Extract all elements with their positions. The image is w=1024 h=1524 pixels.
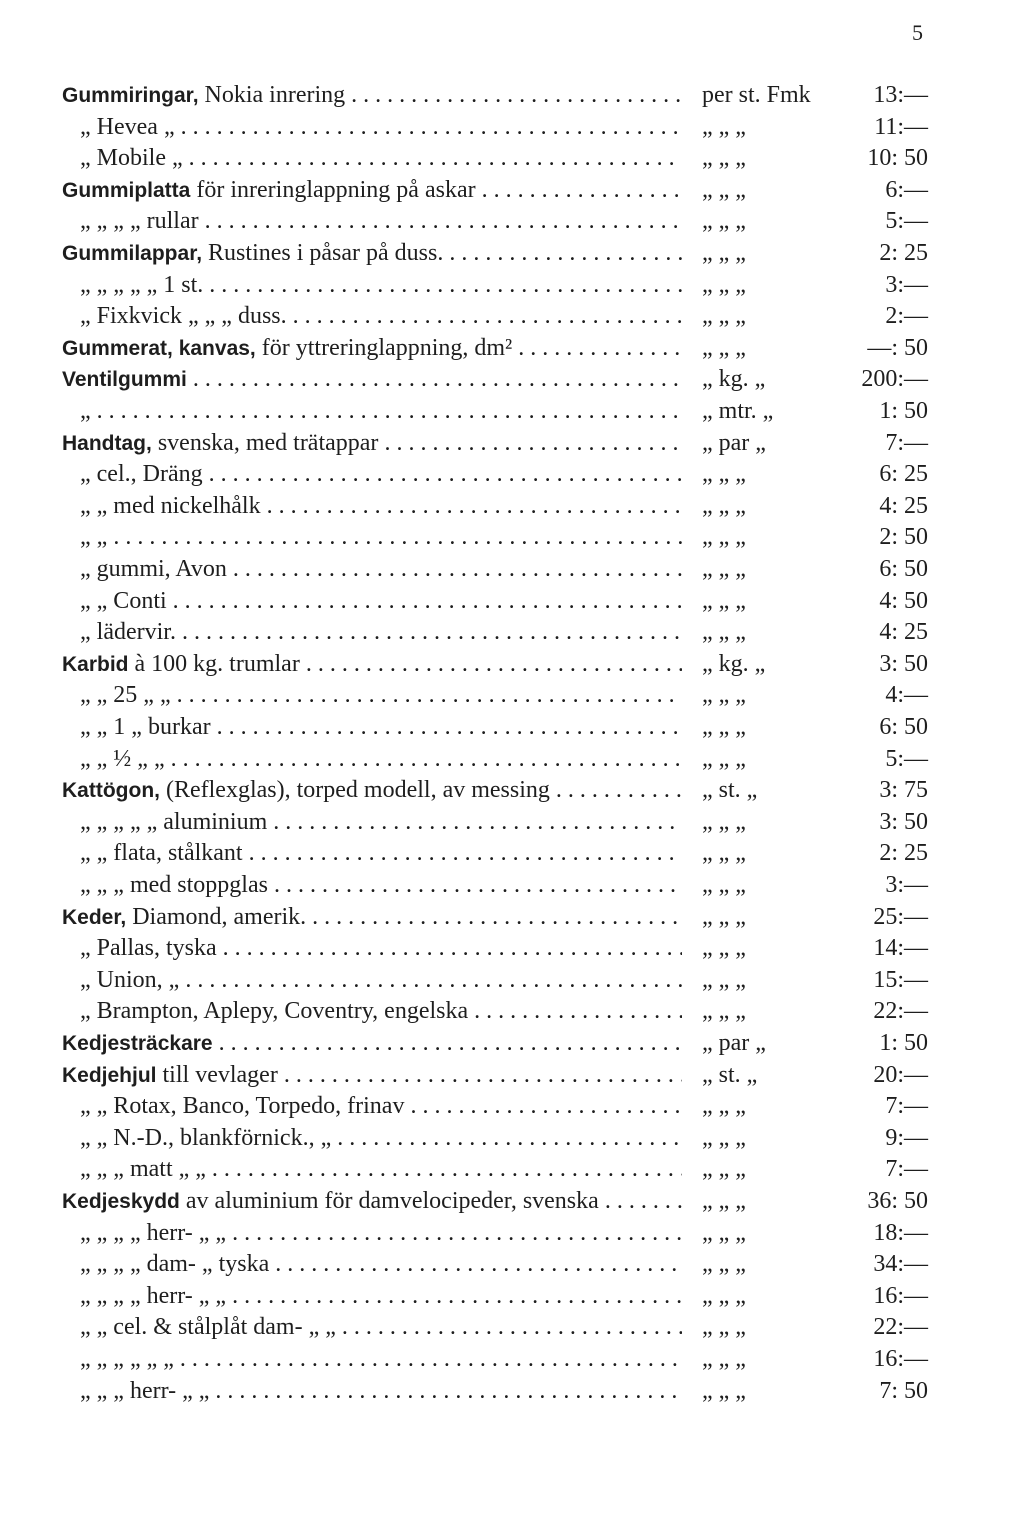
item-price: 6: 25: [879, 461, 928, 488]
item-price: 2:—: [885, 303, 928, 330]
item-text: à 100 kg. trumlar: [128, 650, 300, 677]
item-unit: „ „ „: [702, 587, 746, 614]
item-description: [62, 554, 682, 584]
item-price: 1: 50: [879, 1030, 928, 1056]
item-description: [62, 175, 682, 206]
list-item: [62, 1344, 942, 1374]
item-text: „ Union, „: [80, 966, 180, 993]
item-text: „ „ „ med stoppglas: [80, 872, 268, 898]
item-price: 2: 25: [879, 840, 928, 867]
item-text: „ „ „ „ herr- „ „: [80, 1219, 227, 1246]
item-text: „ „ „ „ „ aluminium: [80, 808, 268, 835]
item-unit: „ „ „: [702, 840, 746, 867]
list-item: [62, 1154, 942, 1184]
list-item: [62, 680, 942, 710]
item-text: „ „ 1 „ burkar: [80, 714, 211, 740]
item-price: 7:—: [885, 1156, 928, 1183]
item-price: 6:—: [885, 176, 928, 203]
item-text: „ „ „ „ „ „: [80, 1346, 174, 1372]
item-price: 3:—: [885, 271, 928, 298]
item-text: (Reflexglas), torped modell, av messing: [159, 777, 550, 804]
list-item: [62, 364, 942, 394]
item-price: 7:—: [885, 429, 928, 456]
item-unit: „ „ „: [702, 714, 746, 740]
item-text: „ „ „ herr- „ „: [80, 1377, 210, 1404]
list-item: [62, 1123, 942, 1153]
item-description: [62, 1344, 682, 1374]
item-heading: Kedjehjul: [62, 1063, 157, 1087]
item-description: [62, 1028, 682, 1059]
list-item: [62, 143, 942, 173]
list-item: [62, 206, 942, 236]
item-description: [62, 807, 682, 837]
item-text: „ Mobile „: [80, 145, 183, 172]
item-text: „ „ „ „ rullar: [80, 208, 199, 235]
item-text: „ Hevea „: [80, 113, 175, 140]
item-price: 5:—: [885, 745, 928, 772]
item-text: svenska, med trätappar: [151, 429, 379, 456]
item-text: „ „ 25 „ „: [80, 682, 171, 709]
item-unit: „ „ „: [702, 682, 746, 709]
item-text: „ lädervir.: [80, 619, 176, 646]
item-text: „ „ „ „ dam- „ tyska: [80, 1251, 270, 1278]
item-description: [62, 902, 682, 933]
list-item: [62, 1281, 942, 1311]
item-unit: „ „ „: [702, 808, 746, 835]
list-item: [62, 1312, 942, 1342]
item-price: 36: 50: [867, 1188, 928, 1214]
item-unit: „ „ „: [702, 1188, 746, 1214]
item-text: „ Fixkvick „ „ „ duss.: [80, 303, 287, 330]
list-item: [62, 1249, 942, 1279]
item-description: [62, 238, 682, 269]
item-unit: „ „ „: [702, 556, 746, 582]
list-item: [62, 428, 942, 458]
item-text: „ „: [80, 524, 108, 551]
list-item: [62, 554, 942, 584]
item-text: „ „ ½ „ „: [80, 745, 165, 772]
item-unit: „ „ „: [702, 461, 746, 488]
item-heading: Karbid: [62, 652, 129, 676]
item-unit: „ „ „: [702, 524, 746, 551]
item-heading: Gummilappar,: [62, 242, 203, 265]
item-description: [62, 586, 682, 616]
item-description: [62, 1091, 682, 1121]
item-price: 18:—: [873, 1219, 928, 1246]
item-unit: „ „ „: [702, 1377, 746, 1404]
item-description: [62, 775, 682, 806]
list-item: [62, 933, 942, 963]
item-unit: „ kg. „: [702, 366, 766, 393]
item-description: [62, 838, 682, 868]
item-description: [62, 301, 682, 331]
item-text: „ „ flata, stålkant: [80, 840, 243, 867]
item-description: [62, 491, 682, 521]
list-item: [62, 1376, 942, 1406]
item-description: [62, 396, 682, 426]
item-price: 4: 25: [879, 492, 928, 519]
item-unit: „ st. „: [702, 1061, 758, 1088]
item-description: [62, 933, 682, 963]
item-price: 11:—: [874, 113, 928, 140]
item-description: [62, 270, 682, 300]
item-description: [62, 428, 682, 459]
item-text: „ Pallas, tyska: [80, 935, 217, 962]
item-unit: „ st. „: [702, 777, 758, 804]
list-item: [62, 459, 942, 489]
item-text: „ „ N.-D., blankförnick., „: [80, 1124, 332, 1151]
item-text: „ gummi, Avon: [80, 556, 227, 582]
item-price: 4:—: [885, 682, 928, 709]
item-price: 9:—: [885, 1124, 928, 1151]
item-description: [62, 143, 682, 173]
item-description: [62, 744, 682, 774]
item-price: 3: 50: [879, 650, 928, 677]
item-description: [62, 1154, 682, 1184]
list-item: [62, 301, 942, 331]
list-item: [62, 996, 942, 1026]
list-item: [62, 396, 942, 426]
list-item: [62, 1060, 942, 1090]
item-unit: „ „ „: [702, 1251, 746, 1278]
item-price: 22:—: [873, 998, 928, 1025]
list-item: [62, 1091, 942, 1121]
item-unit: „ „ „: [702, 208, 746, 235]
item-text: „ „ Rotax, Banco, Torpedo, frinav: [80, 1093, 405, 1120]
list-item: [62, 744, 942, 774]
list-item: [62, 838, 942, 868]
item-text: „ „ cel. & stålplåt dam- „ „: [80, 1314, 336, 1341]
item-text: „ „ „ matt „ „: [80, 1156, 206, 1183]
item-heading: Kedjesträckare: [62, 1032, 213, 1055]
item-unit: „ „ „: [702, 1346, 746, 1372]
item-description: [62, 459, 682, 489]
item-description: [62, 206, 682, 236]
list-item: [62, 775, 942, 805]
item-text: „: [80, 398, 91, 424]
item-price: —: 50: [867, 334, 928, 361]
item-unit: „ „ „: [702, 271, 746, 298]
item-unit: „ par „: [702, 1030, 766, 1056]
list-item: [62, 1028, 942, 1058]
item-text: för inreringlappning på askar: [190, 176, 476, 203]
item-description: [62, 712, 682, 742]
item-text: Diamond, amerik.: [126, 903, 307, 930]
item-price: 2: 25: [879, 240, 928, 266]
page-number: 5: [912, 20, 923, 45]
item-price: 2: 50: [879, 524, 928, 551]
item-price: 34:—: [873, 1251, 928, 1278]
item-text: Rustines i påsar på duss.: [202, 240, 444, 266]
item-unit: „ „ „: [702, 966, 746, 993]
item-price: 5:—: [885, 208, 928, 235]
item-description: [62, 80, 682, 111]
list-item: [62, 617, 942, 647]
item-unit: „ „ „: [702, 492, 746, 519]
item-price: 15:—: [873, 966, 928, 993]
item-price: 7:—: [885, 1093, 928, 1120]
item-unit: „ „ „: [702, 1219, 746, 1246]
item-description: [62, 1281, 682, 1311]
item-description: [62, 112, 682, 142]
item-price: 6: 50: [879, 556, 928, 582]
list-item: [62, 270, 942, 300]
item-price: 20:—: [873, 1061, 928, 1088]
item-description: [62, 649, 682, 680]
item-description: [62, 617, 682, 647]
item-price: 3: 75: [879, 777, 928, 804]
list-item: [62, 1218, 942, 1248]
list-item: [62, 80, 942, 110]
item-price: 3:—: [885, 872, 928, 898]
item-description: [62, 333, 682, 364]
item-text: „ „ „ „ „ 1 st.: [80, 271, 204, 298]
item-heading: Kedjeskydd: [62, 1190, 180, 1213]
item-unit: „ „ „: [702, 903, 746, 930]
item-unit: „ „ „: [702, 872, 746, 898]
item-text: „ cel., Dräng: [80, 461, 203, 488]
item-unit: „ „ „: [702, 619, 746, 646]
item-heading: Keder,: [62, 905, 127, 929]
item-unit: „ mtr. „: [702, 398, 774, 424]
list-item: [62, 491, 942, 521]
list-item: [62, 522, 942, 552]
item-unit: „ „ „: [702, 1093, 746, 1120]
item-price: 25:—: [873, 903, 928, 930]
item-description: [62, 1060, 682, 1091]
item-description: [62, 1123, 682, 1153]
list-item: [62, 112, 942, 142]
item-text: till vevlager: [156, 1061, 278, 1088]
item-unit: „ „ „: [702, 176, 746, 203]
item-description: [62, 680, 682, 710]
item-text: „ „ „ „ herr- „ „: [80, 1282, 227, 1309]
item-text: „ Brampton, Aplepy, Coventry, engelska: [80, 998, 469, 1025]
item-description: [62, 870, 682, 900]
item-unit: „ „ „: [702, 334, 746, 361]
list-item: [62, 333, 942, 363]
item-unit: „ par „: [702, 429, 766, 456]
item-unit: „ „ „: [702, 935, 746, 962]
item-description: [62, 965, 682, 995]
item-price: 1: 50: [879, 398, 928, 424]
list-item: [62, 238, 942, 268]
item-description: [62, 522, 682, 552]
item-heading: Gummiringar,: [62, 84, 199, 107]
item-description: [62, 1312, 682, 1342]
item-price: 16:—: [873, 1346, 928, 1372]
list-item: [62, 870, 942, 900]
item-unit: „ „ „: [702, 145, 746, 172]
item-price: 3: 50: [879, 808, 928, 835]
list-item: [62, 902, 942, 932]
item-unit: „ „ „: [702, 303, 746, 330]
item-price: 7: 50: [879, 1377, 928, 1404]
list-item: [62, 586, 942, 616]
item-unit: „ „ „: [702, 113, 746, 140]
item-unit: „ „ „: [702, 240, 746, 266]
item-unit: „ „ „: [702, 745, 746, 772]
item-heading: Handtag,: [62, 431, 152, 455]
item-description: [62, 1218, 682, 1248]
item-price: 4: 50: [879, 587, 928, 614]
item-description: [62, 1186, 682, 1217]
item-price: 10: 50: [867, 145, 928, 172]
item-heading: Kattögon,: [62, 779, 160, 803]
item-price: 14:—: [873, 935, 928, 962]
item-unit: „ „ „: [702, 1156, 746, 1183]
item-price: 22:—: [873, 1314, 928, 1341]
item-unit: „ „ „: [702, 998, 746, 1025]
item-unit: „ „ „: [702, 1282, 746, 1309]
list-item: [62, 649, 942, 679]
item-description: [62, 996, 682, 1026]
list-item: [62, 175, 942, 205]
item-unit: per st. Fmk: [702, 82, 811, 108]
item-price: 4: 25: [879, 619, 928, 646]
item-unit: „ „ „: [702, 1314, 746, 1341]
list-item: [62, 712, 942, 742]
item-description: [62, 364, 682, 395]
list-item: [62, 965, 942, 995]
item-text: „ „ med nickelhålk: [80, 492, 261, 519]
item-description: [62, 1249, 682, 1279]
item-price: 200:—: [861, 366, 928, 393]
item-unit: „ „ „: [702, 1124, 746, 1151]
item-price: 6: 50: [879, 714, 928, 740]
item-text: „ „ Conti: [80, 587, 167, 614]
item-unit: „ kg. „: [702, 650, 766, 677]
list-item: [62, 807, 942, 837]
item-price: 16:—: [873, 1282, 928, 1309]
item-text: för yttreringlappning, dm²: [255, 334, 513, 361]
item-text: Nokia inrering: [198, 82, 346, 108]
item-text: av aluminium för damvelocipeder, svenska: [179, 1188, 599, 1214]
item-price: 13:—: [873, 82, 928, 108]
item-heading: Gummiplatta: [62, 178, 191, 202]
item-description: [62, 1376, 682, 1406]
item-heading: Ventilgummi: [62, 368, 187, 392]
item-heading: Gummerat, kanvas,: [62, 336, 256, 360]
list-item: [62, 1186, 942, 1216]
